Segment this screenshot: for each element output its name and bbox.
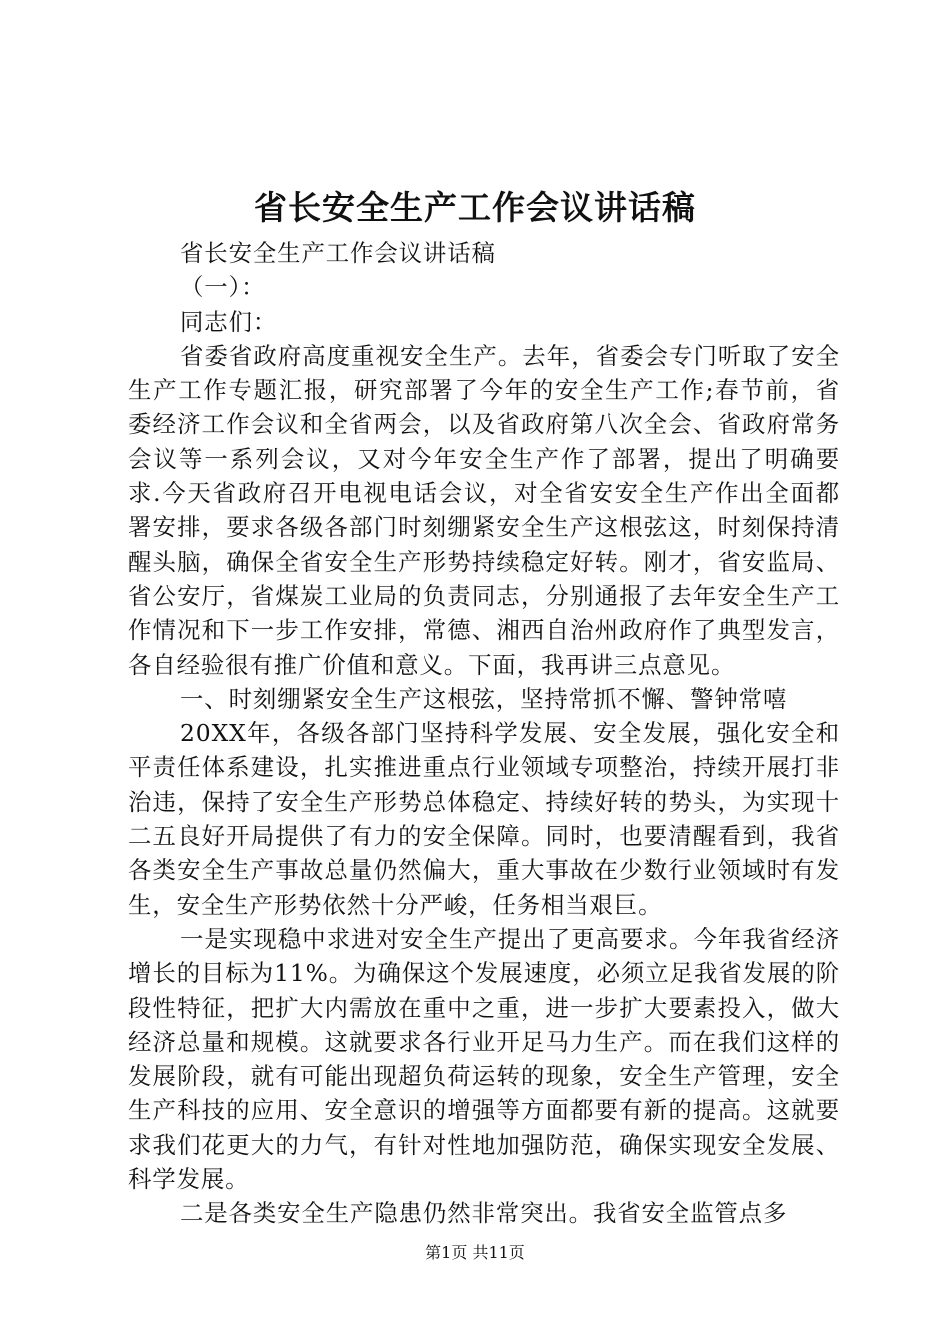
section-heading-paragraph: 一、时刻绷紧安全生产这根弦，坚持常抓不懈、警钟常嘻 bbox=[180, 684, 788, 713]
page-footer: 第1页 共11页 bbox=[425, 1243, 525, 1262]
document-title: 省长安全生产工作会议讲话稿 bbox=[254, 188, 696, 227]
body-paragraph: 二是各类安全生产隐患仍然非常突出。我省安全监管点多 bbox=[180, 1199, 788, 1228]
section-number-paragraph: （一）： bbox=[180, 273, 266, 302]
body-paragraph: 20XX年，各级各部门坚持科学发展、安全发展，强化安全和平责任体系建设，扎实推进重点行业领域专项整治，持续开展打非治违，保持了安全生产形势总体稳定、持续好转的势头，为实现十二五良好开局提供了有力的安全保障。同时，也要清醒看到，我省各类安全生产事故总量仍然偏大，重大事故在少数行业领域时有发生，安全生产形势依然十分严峻，任务相当艰巨。 bbox=[128, 719, 840, 919]
subtitle-paragraph: 省长安全生产工作会议讲话稿 bbox=[180, 239, 496, 267]
document-body bbox=[128, 236, 840, 1231]
body-paragraph: 省委省政府高度重视安全生产。去年，省委会专门听取了安全生产工作专题汇报，研究部署了今年的安全生产工作;春节前，省委经济工作会议和全省两会，以及省政府第八次全会、省政府常务会议等一系列会议，又对今年安全生产作了部署，提出了明确要求.今天省政府召开电视电话会议，对全省安安全生产作出全面都署安排，要求各级各部门时刻绷紧安全生产这根弦这，时刻保持清醒头脑，确保全省安全生产形势持续稳定好转。刚才，省安监局、省公安厅，省煤炭工业局的负责同志，分别通报了去年安全生产工作情况和下一步工作安排，常德、湘西自治州政府作了典型发言，各自经验很有推广价值和意义。下面，我再讲三点意见。 bbox=[128, 341, 840, 679]
body-paragraph: 一是实现稳中求进对安全生产提出了更高要求。今年我省经济增长的目标为11%。为确保这个发展速度，必须立足我省发展的阶段性特征，把扩大内需放在重中之重，进一步扩大要素投入，做大经济总量和规模。这就要求各行业开足马力生产。而在我们这样的发展阶段，就有可能出现超负荷运转的现象，安全生产管理，安全生产科技的应用、安全意识的增强等方面都要有新的提高。这就要求我们花更大的力气，有针对性地加强防范，确保实现安全发展、科学发展。 bbox=[128, 924, 840, 1194]
salutation-paragraph: 同志们： bbox=[180, 307, 278, 336]
